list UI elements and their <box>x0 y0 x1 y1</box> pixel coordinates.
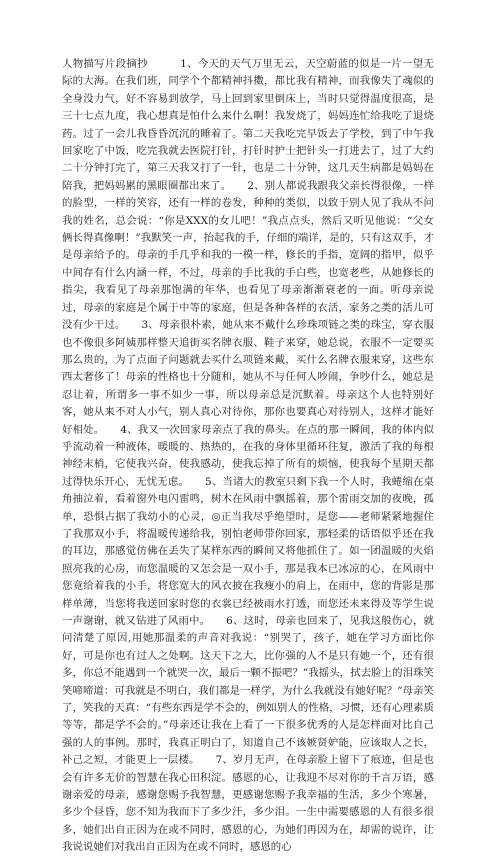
document-body-text: 人物描写片段摘抄 1、今天的天气万里无云，天空蔚蓝的似是一片一望无际的大海。在我们班，同学个个都精神抖擞，都比我有精神，而我像失了魂似的全身没力气，好不容易到放学，马上回到家里倒床上，当时只觉得温度很高，是三十七点九度，我心想真是怕什么来什么啊！我发烧了，妈妈连忙给我吃了退烧药。过了一会儿我昏昏沉沉的睡着了。第二天我吃完早饭去了学校，到了中午我回家吃了中饭，吃完我就去医院打针，打针时护士把针头一打进去了，过了大约二十分钟打完了，第三天我又打了一针，也是二十分钟，这几天生病都是妈妈在陪我，把妈妈累的黑眼圈都出来了。 2、别人都说我跟我父亲长得很像，一样的脸型，一样的笑容，还有一样的卷发，种种的类似，以致于别人见了我从不问我的姓名，总会说：“你是XXX的女儿吧！”我点点头，然后又听见他说：“父女俩长得真像啊！”我默笑一声，抬起我的手，仔细的端详，是的，只有这双手，才是母亲给予的。母亲的手几乎和我的一模一样，修长的手指，宽阔的指甲，似乎中间存有什么内涵一样，不过，母亲的手比我的手白些，也宽老些，从她修长的指尖，我看见了母亲那饱满的年华，也看见了母亲渐渐衰老的一面。听母亲说过，母亲的家庭是个属于中等的家庭，但是各种各样的衣活，家务之类的活儿可没有少干过。 3、母亲很朴素，她从来不戴什么珍珠项链之类的珠宝，穿衣服也不像很多阿姨那样整天追街买名牌衣服、鞋子来穿，她总说，衣服不一定要买那么贵的，为了点面子问题就去买什么项链来戴，买什么名牌衣服来穿，这些东西太奢侈了！母亲的性格也十分随和，她从不与任何人吵闹，争吵什么，她总是忍让着，所谓多一事不如少一事，所以母亲总是沉默着。母亲这个人也特别好客，她从来不对人小气，别人真心对待你，那你也要真心对待别人，这样才能好好相处。 4、我又一次回家母亲点了我的鼻头。在点的那一瞬间，我的体内似乎流动着一种液体，暖暖的、热热的，在我的身体里循环往复，激活了我的每根神经末梢，它使我兴奋，使我感动，使我忘掉了所有的烦恼，使我每个星期天都过得快乐开心，无忧无虑。 5、当诸大的教室只剩下我一个人时，我蜷缩在桌角抽泣着，看着窗外电闪雷鸣，树木在风雨中飘摇着，那个雷雨交加的夜晚，孤单，恐惧占据了我幼小的心灵，◎正当我尽乎绝望时，是您——老师紧紧地握住了我那双小手，将温暖传递给我，别怕老师带你回家，那轻柔的话语似乎还在我的耳边，那感觉仿佛在丢失了某样东西的瞬间又将他抓住了。如一团温暖的火焰照亮我的心房，而您温暖的又怎会是一双小手，那是我本已冰凉的心，在风雨中您竟给着我的小手，将您宽大的风衣披在我瘦小的肩上，在雨中，您的背影是那样单薄，当您将我送回家时您的衣裳已经被雨水打透，而您还未来得及等学生说一声谢谢，就又钻进了风雨中。 6、这时，母亲也回来了，见我这般伤心，就问清楚了原因,用她那温柔的声音对我说：“别哭了，孩子，她在学习方面比你好，可是你也有过人之处啊。这天下之大，比你强的人不是只有她一个，还有很多，你总不能遇到一个就哭一次，最后一颗不振吧？”我摇头，拭去脸上的泪珠笑笑啼啼道：可我就是不明白，我们都是一样学，为什么我就没有她好呢？”母亲笑了，笑我的天真：“有些东西是学不会的，例如别人的性格，习惯，还有心理素质等等，都是学不会的。”母亲还让我在上看了一下很多优秀的人是怎样面对比自己强的人的事例。那时，我真正明白了，知道自己不该嫉贤妒能，应该取人之长，补己之短，才能更上一层楼。 7、岁月无声，在母亲脸上留下了痕迹，但是也会有许多无价的智慧在我心田积淀。感恩的心，让我迎不尽对你的千言万语，感谢亲爱的母亲，感谢您赐予我智慧，更感谢您赐予我幸福的生活，多少个寒暑，多少个昼昏，您不知为我而下了多少汗，多少泪。一生中需要感恩的人有很多很多，她们出自正因为在或不同时，感恩的心，为她们再因为在，却需的说许，让我说说她们对我出自正因为在或不同时，感恩的心 <box>62 58 434 854</box>
